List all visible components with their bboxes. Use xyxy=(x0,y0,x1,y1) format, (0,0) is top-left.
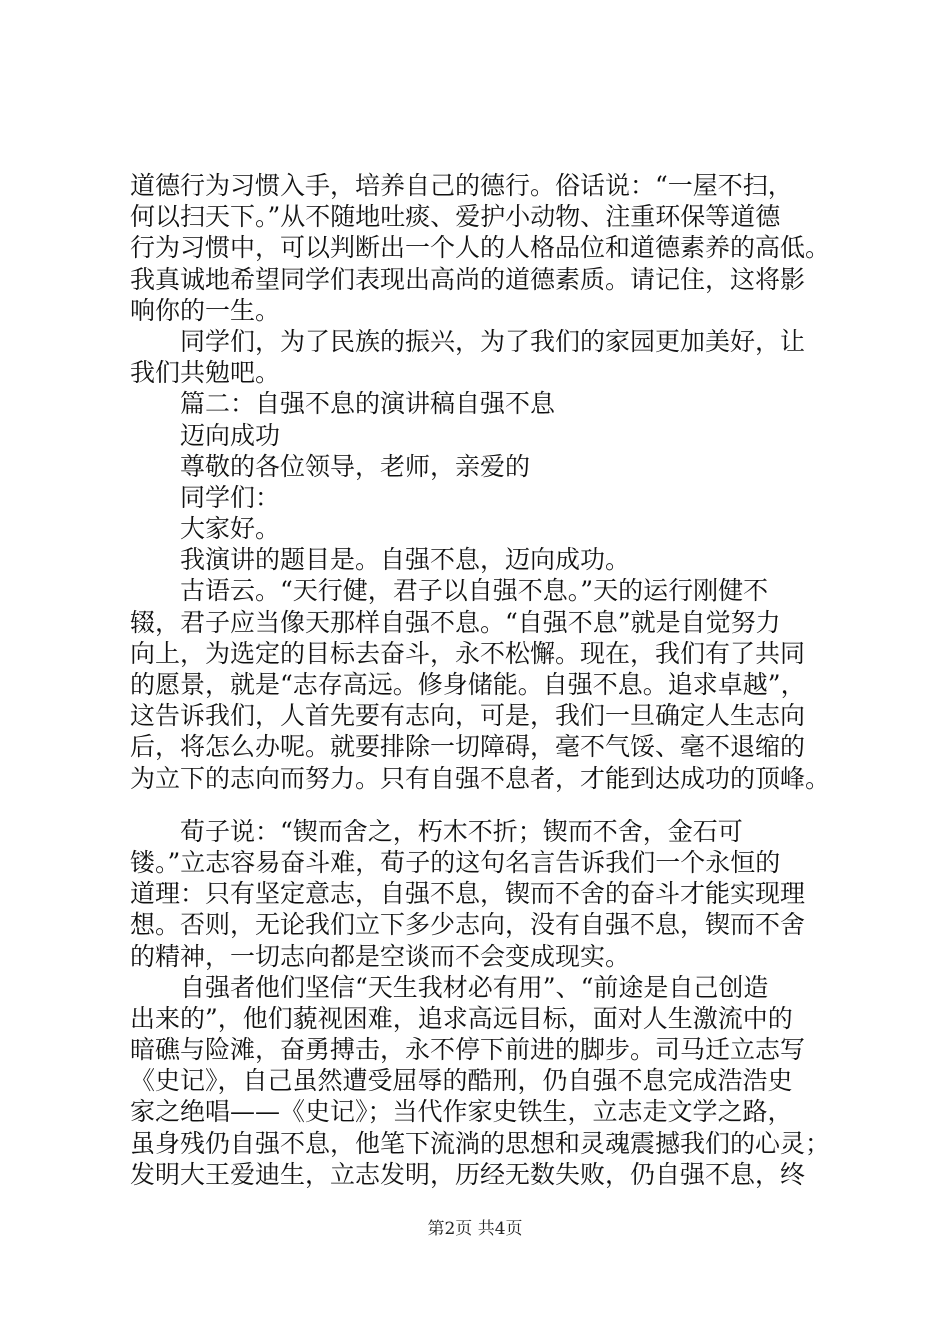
text-line: 道德行为习惯入手，培养自己的德行。俗话说：“一屋不扫， xyxy=(130,171,793,200)
text-line: 辍，君子应当像天那样自强不息。“自强不息”就是自觉努力 xyxy=(130,607,781,637)
text-line: 古语云。“天行健，君子以自强不息。”天的运行刚健不 xyxy=(130,576,769,606)
page-number-footer: 第2页 共4页 xyxy=(427,1219,523,1239)
text-line: 我们共勉吧。 xyxy=(130,358,281,388)
text-line: 镂。”立志容易奋斗难，荀子的这句名言告诉我们一个永恒的 xyxy=(130,847,781,877)
text-line: 的愿景，就是“志存高远。修身储能。自强不息。追求卓越”， xyxy=(130,670,806,699)
text-line: 何以扫天下。”从不随地吐痰、爱护小动物、注重环保等道德 xyxy=(130,202,781,232)
section-heading-cont: 迈向成功 xyxy=(130,420,281,450)
text-line: 向上，为选定的目标去奋斗，永不松懈。现在，我们有了共同 xyxy=(130,638,806,668)
text-line: 我演讲的题目是。自强不息，迈向成功。 xyxy=(130,545,631,575)
text-line: 行为习惯中，可以判断出一个人的人格品位和道德素养的高低。 xyxy=(130,233,831,263)
text-line: 为立下的志向而努力。只有自强不息者，才能到达成功的顶峰。 xyxy=(130,763,831,793)
text-line: 想。否则，无论我们立下多少志向，没有自强不息，锲而不舍 xyxy=(130,910,806,940)
text-line: 的精神，一切志向都是空谈而不会变成现实。 xyxy=(130,941,631,971)
text-line: 后，将怎么办呢。就要排除一切障碍，毫不气馁、毫不退缩的 xyxy=(130,732,806,762)
section-heading: 篇二：自强不息的演讲稿自强不息 xyxy=(130,389,556,419)
text-line: 我真诚地希望同学们表现出高尚的道德素质。请记住，这将影 xyxy=(130,264,806,294)
paragraph-gap xyxy=(130,794,840,816)
text-line: 出来的”，他们藐视困难，追求高远目标，面对人生激流中的 xyxy=(130,1003,793,1033)
salutation-line: 同学们： xyxy=(130,482,281,512)
text-line: 虽身残仍自强不息，他笔下流淌的思想和灵魂震撼我们的心灵； xyxy=(130,1128,831,1158)
text-line: 自强者他们坚信“天生我材必有用”、“前途是自己创造 xyxy=(130,972,769,1002)
text-line: 《史记》，自己虽然遭受屈辱的酷刑，仍自强不息完成浩浩史 xyxy=(130,1066,793,1096)
text-line: 响你的一生。 xyxy=(130,295,281,325)
text-line: 暗礁与险滩，奋勇搏击，永不停下前进的脚步。司马迁立志写 xyxy=(130,1035,806,1065)
text-line: 道理：只有坚定意志，自强不息，锲而不舍的奋斗才能实现理 xyxy=(130,879,806,909)
document-body xyxy=(130,170,840,1190)
text-line: 这告诉我们，人首先要有志向，可是，我们一旦确定人生志向 xyxy=(130,701,806,731)
text-line: 同学们，为了民族的振兴，为了我们的家园更加美好，让 xyxy=(130,326,806,356)
salutation-line: 尊敬的各位领导，老师，亲爱的 xyxy=(130,451,531,481)
text-line: 发明大王爱迪生，立志发明，历经无数失败，仍自强不息，终 xyxy=(130,1159,806,1189)
text-line: 家之绝唱——《史记》；当代作家史铁生，立志走文学之路， xyxy=(130,1097,793,1127)
text-line: 荀子说：“锲而舍之，朽木不折；锲而不舍，金石可 xyxy=(130,816,743,846)
greeting-line: 大家好。 xyxy=(130,514,281,544)
